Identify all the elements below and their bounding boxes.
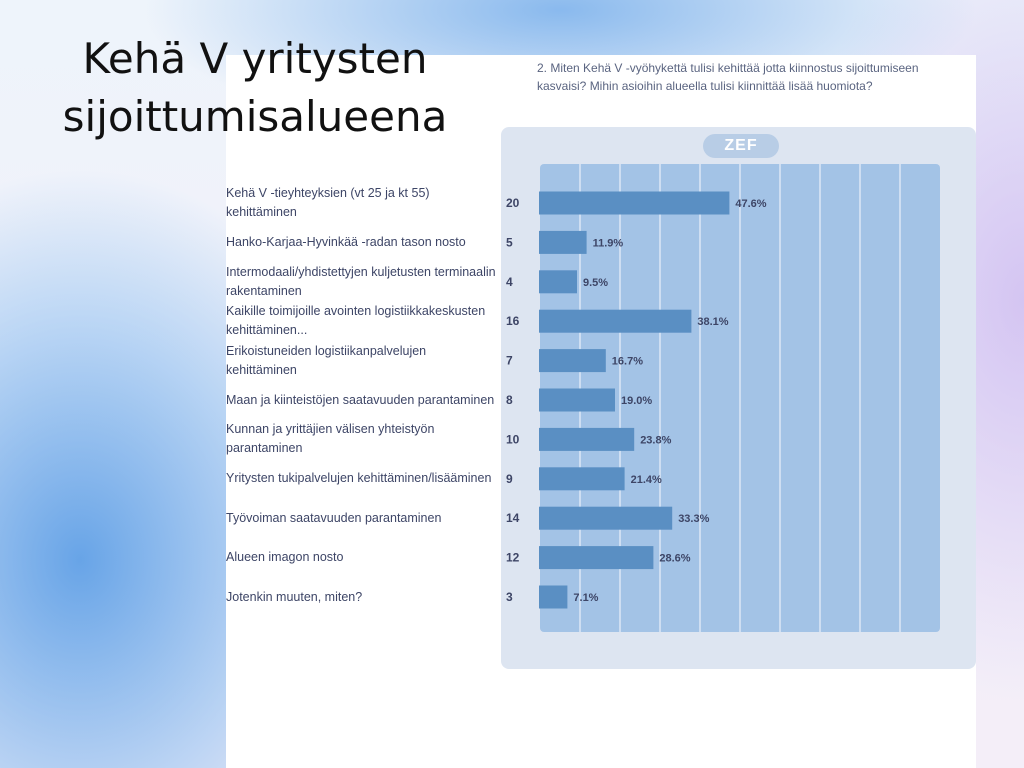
slide-title — [0, 30, 510, 146]
value-label-4: 38.1% — [697, 316, 729, 329]
slide-title-line-2: sijoittumisalueena — [62, 92, 448, 141]
survey-result-panel — [226, 55, 976, 768]
bar-4 — [539, 310, 691, 333]
count-label-8: 9 — [506, 471, 513, 486]
value-label-9: 33.3% — [678, 513, 710, 526]
bar-1 — [539, 192, 729, 215]
category-label-1: Kehä V -tieyhteyksien (vt 25 ja kt 55) kehittäminen — [226, 186, 430, 219]
bar-6 — [539, 389, 615, 412]
bar-11 — [539, 586, 567, 609]
value-label-11: 7.1% — [573, 592, 599, 604]
category-label-7: Kunnan ja yrittäjien välisen yhteistyön parantaminen — [226, 422, 435, 456]
value-label-10: 28.6% — [659, 552, 691, 565]
category-label-5: Erikoistuneiden logistiikanpalvelujen kehittäminen — [226, 343, 427, 377]
category-label-3: Intermodaali/yhdistettyjen kuljetusten terminaalin rakentaminen — [226, 264, 496, 298]
value-label-5: 16.7% — [611, 355, 644, 368]
category-label-6: Maan ja kiinteistöjen saatavuuden parantaminen — [226, 392, 495, 407]
count-label-3: 4 — [506, 274, 513, 289]
bar-8 — [539, 467, 625, 490]
category-label-11: Jotenkin muuten, miten? — [226, 589, 363, 604]
count-label-10: 12 — [506, 550, 520, 565]
count-label-1: 20 — [506, 196, 520, 210]
bar-3 — [539, 270, 577, 293]
bar-9 — [539, 507, 672, 530]
count-label-7: 10 — [506, 432, 520, 447]
category-label-4: Kaikille toimijoille avointen logistiikkakeskusten kehittäminen... — [226, 304, 486, 338]
count-label-9: 14 — [506, 511, 520, 526]
zef-logo: ZEF — [703, 134, 779, 158]
value-label-8: 21.4% — [630, 473, 662, 486]
value-label-1: 47.6% — [735, 198, 767, 210]
category-label-2: Hanko-Karjaa-Hyvinkää -radan tason nosto — [226, 234, 466, 249]
count-label-5: 7 — [506, 353, 513, 368]
count-label-6: 8 — [506, 393, 513, 407]
value-label-7: 23.8% — [640, 434, 672, 447]
count-label-2: 5 — [506, 235, 513, 250]
slide-title-line-1: Kehä V yritysten — [82, 34, 428, 83]
category-label-8: Yritysten tukipalvelujen kehittäminen/lisääminen — [226, 471, 492, 486]
bar-7 — [539, 428, 634, 451]
count-label-4: 16 — [506, 314, 520, 329]
bar-5 — [539, 349, 606, 372]
value-label-3: 9.5% — [583, 276, 609, 289]
survey-question: 2. Miten Kehä V -vyöhykettä tulisi kehittää jotta kiinnostus sijoittumiseen kasvaisi? Mihin asioihin alueella tulisi kiinnittää lisää huomiota? — [537, 61, 919, 93]
category-label-10: Alueen imagon nosto — [226, 550, 344, 565]
bar-2 — [539, 231, 587, 254]
category-label-9: Työvoiman saatavuuden parantaminen — [226, 510, 442, 525]
count-label-11: 3 — [506, 590, 513, 604]
bar-10 — [539, 546, 653, 569]
bar-chart — [226, 55, 976, 768]
value-label-2: 11.9% — [592, 237, 624, 250]
value-label-6: 19.0% — [621, 395, 653, 407]
